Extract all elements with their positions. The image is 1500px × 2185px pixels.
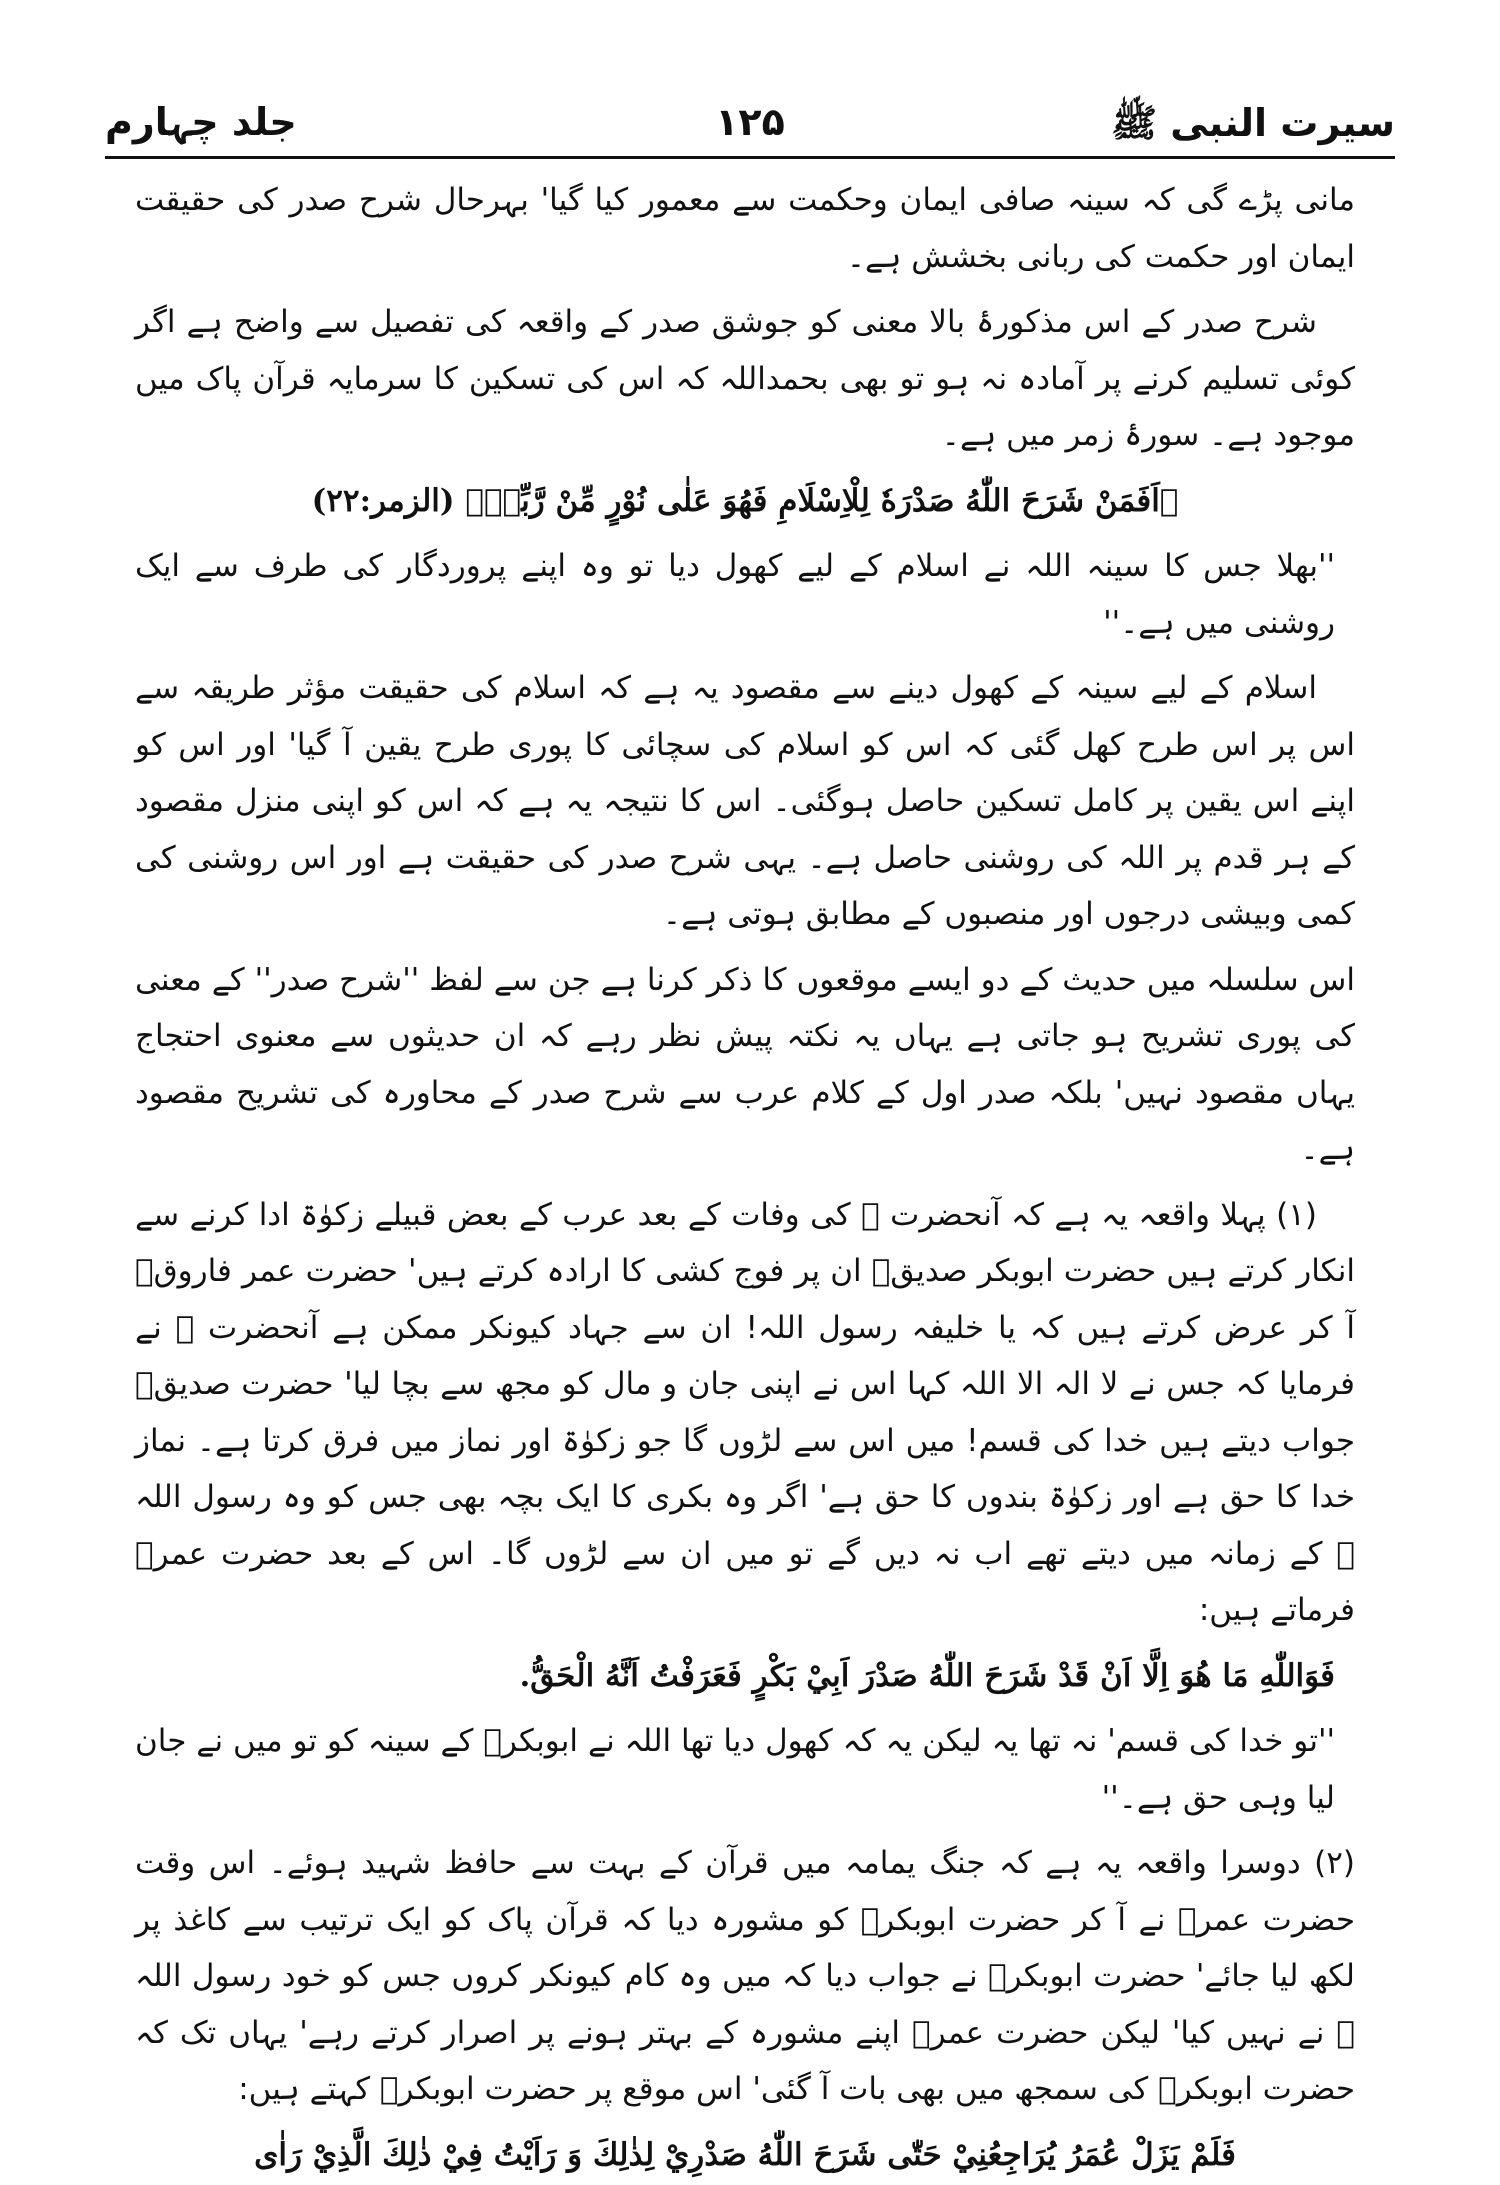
paragraph: (۲) دوسرا واقعہ یہ ہے کہ جنگ یمامہ میں قرآن کے بہت سے حافظ شہید ہوئے۔ اس وقت حضرت عمرؓ نے آ کر حضرت ابوبکرؓ کو مشورہ دیا کہ قرآن پاک کو ایک ترتیب سے کاغذ پر لکھ لیا جائے' حضرت ابوبکرؓ نے جواب دیا کہ میں وہ کام کیونکر کروں جس کو خود رسول اللہ ﷺ نے نہیں کیا' لیکن حضرت عمرؓ اپنے مشورہ کے بہتر ہونے پر اصرار کرتے رہے' یہاں تک کہ حضرت ابوبکرؓ کی سمجھ میں بھی بات آ گئی' اس موقع پر حضرت ابوبکرؓ کہتے ہیں: [135,1845,1355,2107]
quran-verse: ﴿اَفَمَنْ شَرَحَ اللّٰهُ صَدْرَهٗ لِلْاِسْلَامِ فَهُوَ عَلٰى نُوْرٍ مِّنْ رَّبِّهٖ﴾ (الزمر:۲۲) [311,482,1179,519]
page-number: ۱۲۵ [715,100,785,144]
verse-translation: ''بھلا جس کا سینہ اللہ نے اسلام کے لیے کھول دیا تو وہ اپنے پروردگار کی طرف سے ایک روشنی میں ہے۔'' [135,548,1335,641]
page-body [135,172,1355,2173]
paragraph: شرح صدر کے اس مذکورۂ بالا معنی کو جوشق صدر کے واقعہ کی تفصیل سے واضح ہے اگر کوئی تسلیم کرنے پر آمادہ نہ ہو تو بھی بحمداللہ کہ اس کی تسکین کا سرمایہ قرآن پاک میں موجود ہے۔ سورۂ زمر میں ہے۔ [135,304,1355,453]
paragraph: (۱) پہلا واقعہ یہ ہے کہ آنحضرت ﷺ کی وفات کے بعد عرب کے بعض قبیلے زکوٰۃ ادا کرنے سے انکار کرتے ہیں حضرت ابوبکر صدیقؓ ان پر فوج کشی کا ارادہ کرتے ہیں' حضرت عمر فاروقؓ آ کر عرض کرتے ہیں کہ یا خلیفہ رسول اللہ! ان سے جہاد کیونکر ممکن ہے آنحضرت ﷺ نے فرمایا کہ جس نے لا الہ الا اللہ کہا اس نے اپنی جان و مال کو مجھ سے بچا لیا' حضرت صدیقؓ جواب دیتے ہیں خدا کی قسم! میں اس سے لڑوں گا جو زکوٰۃ اور نماز میں فرق کرتا ہے۔ نماز خدا کا حق ہے اور زکوٰۃ بندوں کا حق ہے' اگر وہ بکری کا ایک بچہ بھی جس کو وہ رسول اللہ ﷺ کے زمانہ میں دیتے تھے اب نہ دیں گے تو میں ان سے لڑوں گا۔ اس کے بعد حضرت عمرؓ فرماتے ہیں: [135,1196,1355,1628]
volume-label: جلد چہارم [105,100,297,144]
book-title: سیرت النبی ﷺ [1111,101,1395,145]
hadith-quote: فَلَمْ يَزَلْ عُمَرُ يُرَاجِعُنِيْ حَتّٰى شَرَحَ اللّٰهُ صَدْرِيْ لِذٰلِكَ وَ رَاَيْتُ فِيْ ذٰلِكَ الَّذِيْ رَاٰى [254,2136,1236,2173]
hadith-translation: ''تو خدا کی قسم' نہ تھا یہ لیکن یہ کہ کھول دیا تھا اللہ نے ابوبکرؓ کے سینہ کو تو میں نے جان لیا وہی حق ہے۔'' [135,1723,1335,1816]
page-header [105,92,1395,159]
paragraph: اسلام کے لیے سینہ کے کھول دینے سے مقصود یہ ہے کہ اسلام کی حقیقت مؤثر طریقہ سے اس پر اس طرح کھل گئی کہ اس کو اسلام کی سچائی کا پوری طرح یقین آ گیا' اور اس کو اپنے اس یقین پر کامل تسکین حاصل ہوگئی۔ اس کا نتیجہ یہ ہے کہ اس کو اپنی منزل مقصود کے ہر قدم پر اللہ کی روشنی حاصل ہے۔ یہی شرح صدر کی حقیقت ہے اور اس روشنی کی کمی وبیشی درجوں اور منصبوں کے مطابق ہوتی ہے۔ [135,670,1355,932]
paragraph-continuation: مانی پڑے گی کہ سینہ صافی ایمان وحکمت سے معمور کیا گیا' بہرحال شرح صدر کی حقیقت ایمان اور حکمت کی ربانی بخشش ہے۔ [135,182,1355,275]
paragraph: اس سلسلہ میں حدیث کے دو ایسے موقعوں کا ذکر کرنا ہے جن سے لفظ ''شرح صدر'' کے معنی کی پوری تشریح ہو جاتی ہے یہاں یہ نکتہ پیش نظر رہے کہ ان حدیثوں سے معنوی احتجاج یہاں مقصود نہیں' بلکہ صدر اول کے کلام عرب سے شرح صدر کے محاورہ کی تشریح مقصود ہے۔ [135,961,1355,1167]
hadith-quote: فَوَاللّٰهِ مَا هُوَ اِلَّا اَنْ قَدْ شَرَحَ اللّٰهُ صَدْرَ اَبِيْ بَكْرٍ فَعَرَفْتُ اَنَّهُ الْحَقُّ. [519,1657,1335,1694]
